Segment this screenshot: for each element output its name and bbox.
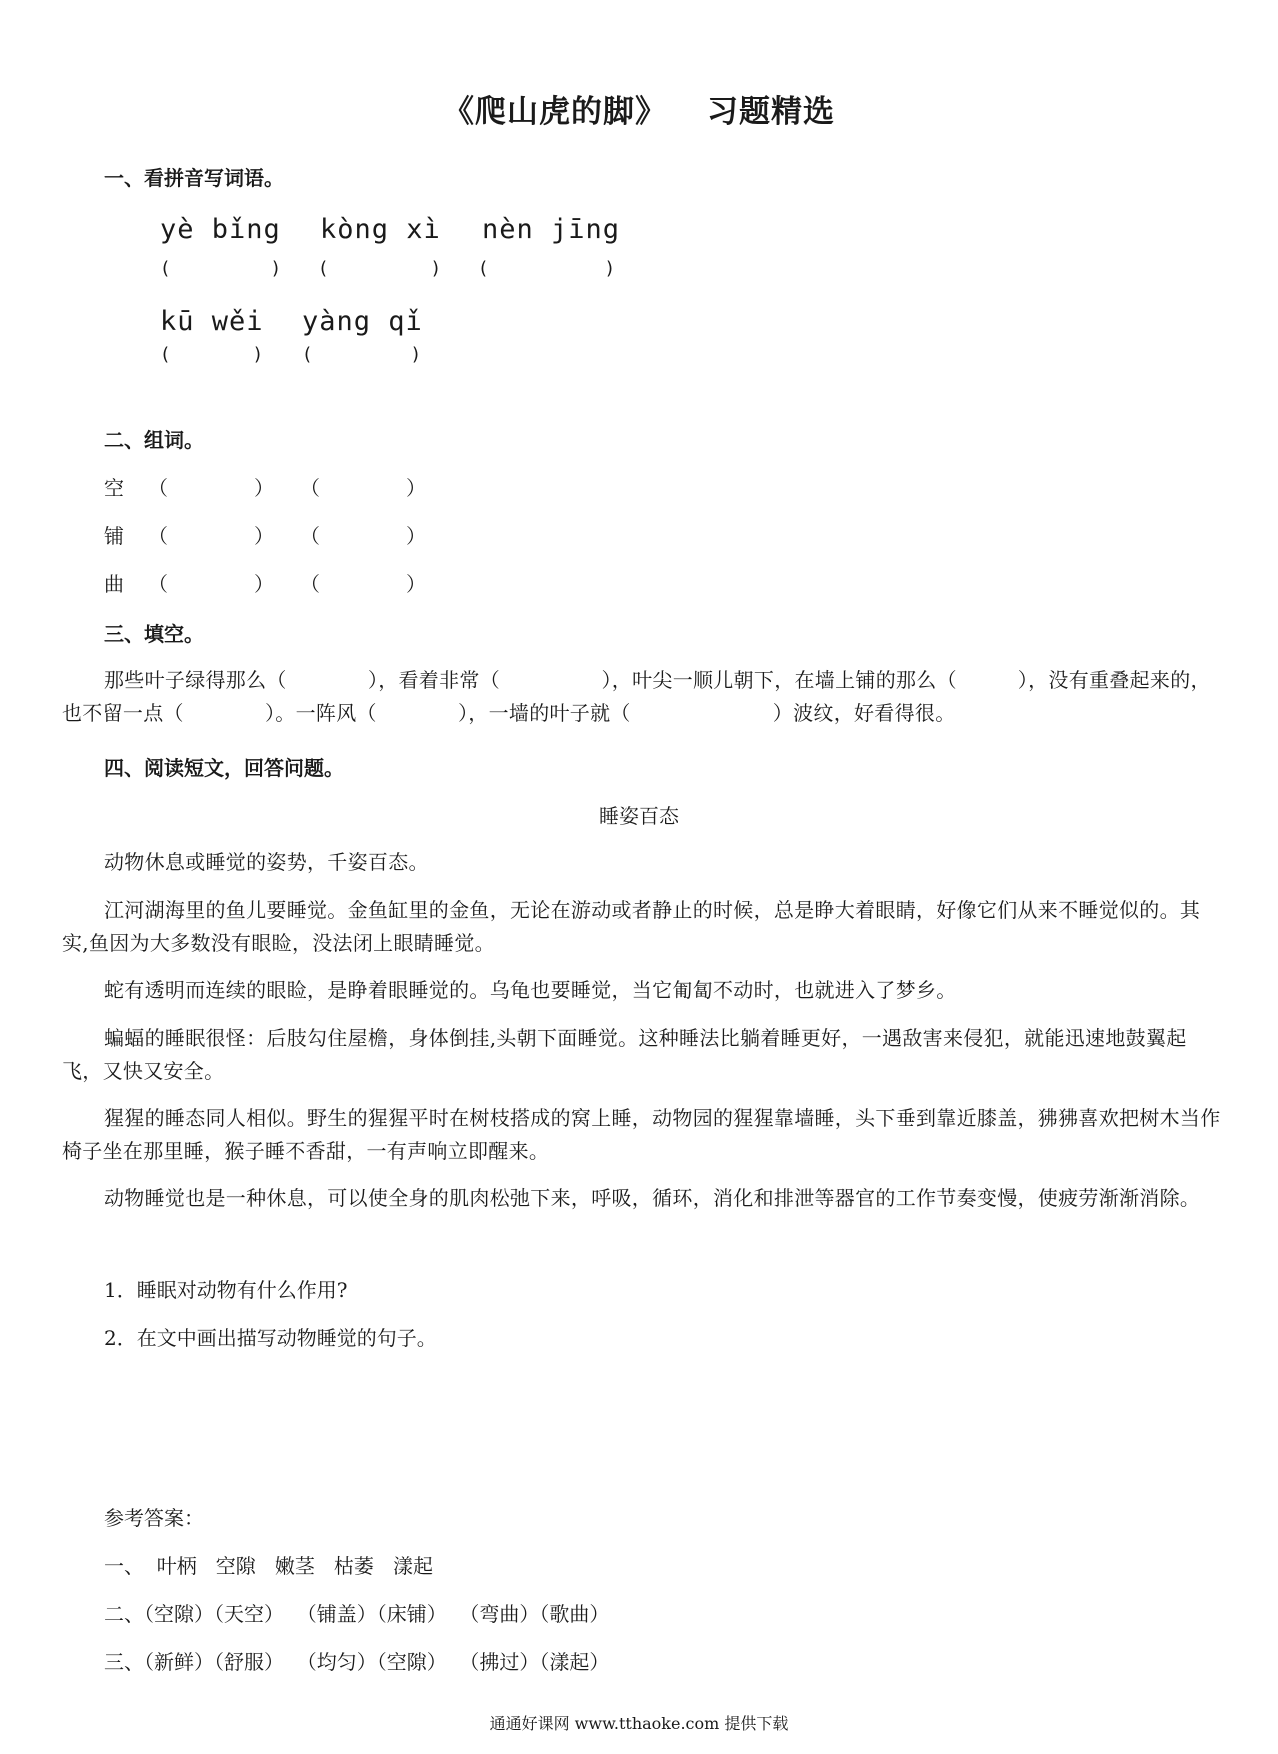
answer-row-3: 三、（新鲜）（舒服） （均匀）（空隙） （拂过）（漾起） (104, 1650, 610, 1674)
passage-paragraph-6: 动物睡觉也是一种休息，可以使全身的肌肉松弛下来，呼吸，循环，消化和排泄等器官的工作节奏变慢，使疲劳渐渐消除。 (104, 1186, 1201, 1210)
passage-paragraph-4: 蝙蝠的睡眠很怪：后肢勾住屋檐，身体倒挂,头朝下面睡觉。这种睡法比躺着睡更好，一遇敌害来侵犯，就能迅速地鼓翼起飞，又快又安全。 (62, 1026, 1187, 1083)
passage-paragraph-3: 蛇有透明而连续的眼睑，是睁着眼睡觉的。乌龟也要睡觉，当它匍匐不动时，也就进入了梦乡。 (104, 978, 957, 1002)
answer-blanks-row1: ( ) ( ) ( ) (162, 258, 614, 279)
footer-source: 通通好课网 www.tthaoke.com 提供下载 (489, 1714, 789, 1733)
passage-title: 睡姿百态 (599, 804, 679, 828)
answer-row-2: 二、（空隙）（天空） （铺盖）（床铺） （弯曲）（歌曲） (104, 1602, 610, 1626)
title-lesson: 《爬山虎的脚》 (443, 94, 667, 130)
zuci-char: 空 (104, 476, 124, 500)
section1-heading: 一、看拼音写词语。 (104, 166, 284, 190)
question-2: 2．在文中画出描写动物睡觉的句子。 (104, 1326, 437, 1350)
pinyin-2: kòng xì (320, 214, 441, 245)
question-1: 1．睡眠对动物有什么作用? (104, 1278, 348, 1302)
zuci-char: 铺 (104, 524, 124, 548)
pinyin-1: yè bǐng (160, 214, 281, 245)
title-subtitle: 习题精选 (707, 94, 835, 130)
pinyin-5: yàng qǐ (302, 306, 423, 337)
pinyin-4: kū wěi (160, 306, 264, 337)
answers-heading: 参考答案： (104, 1506, 204, 1530)
section4-heading: 四、阅读短文，回答问题。 (104, 756, 344, 780)
pinyin-3: nèn jīng (482, 214, 621, 245)
zuci-char: 曲 (104, 572, 124, 596)
zuci-row-2: 铺 （ ） （ ） (104, 520, 504, 546)
zuci-row-3: 曲 （ ） （ ） (104, 568, 504, 594)
answer-blanks-row2: ( ) ( ) (162, 344, 420, 365)
passage-paragraph-1: 动物休息或睡觉的姿势，千姿百态。 (104, 850, 429, 874)
page-title (0, 86, 1278, 131)
zuci-row-1: 空 （ ） （ ） (104, 472, 504, 498)
answer-row-1: 一、 叶柄 空隙 嫩茎 枯萎 漾起 (104, 1554, 434, 1578)
fill-blank-paragraph: 那些叶子绿得那么（ ），看着非常（ ），叶尖一顺儿朝下，在墙上铺的那么（ ），没有重叠起来的，也不留一点（ ）。一阵风（ ），一墙的叶子就（ ）波纹，好看得很。 (62, 668, 1211, 725)
passage-paragraph-2: 江河湖海里的鱼儿要睡觉。金鱼缸里的金鱼，无论在游动或者静止的时候，总是睁大着眼睛，好像它们从来不睡觉似的。其实,鱼因为大多数没有眼睑，没法闭上眼睛睡觉。 (62, 898, 1201, 955)
passage-paragraph-5: 猩猩的睡态同人相似。野生的猩猩平时在树枝搭成的窝上睡，动物园的猩猩靠墙睡，头下垂到靠近膝盖，狒狒喜欢把树木当作椅子坐在那里睡，猴子睡不香甜，一有声响立即醒来。 (62, 1106, 1221, 1163)
section3-heading: 三、填空。 (104, 622, 204, 646)
section2-heading: 二、组词。 (104, 428, 204, 452)
